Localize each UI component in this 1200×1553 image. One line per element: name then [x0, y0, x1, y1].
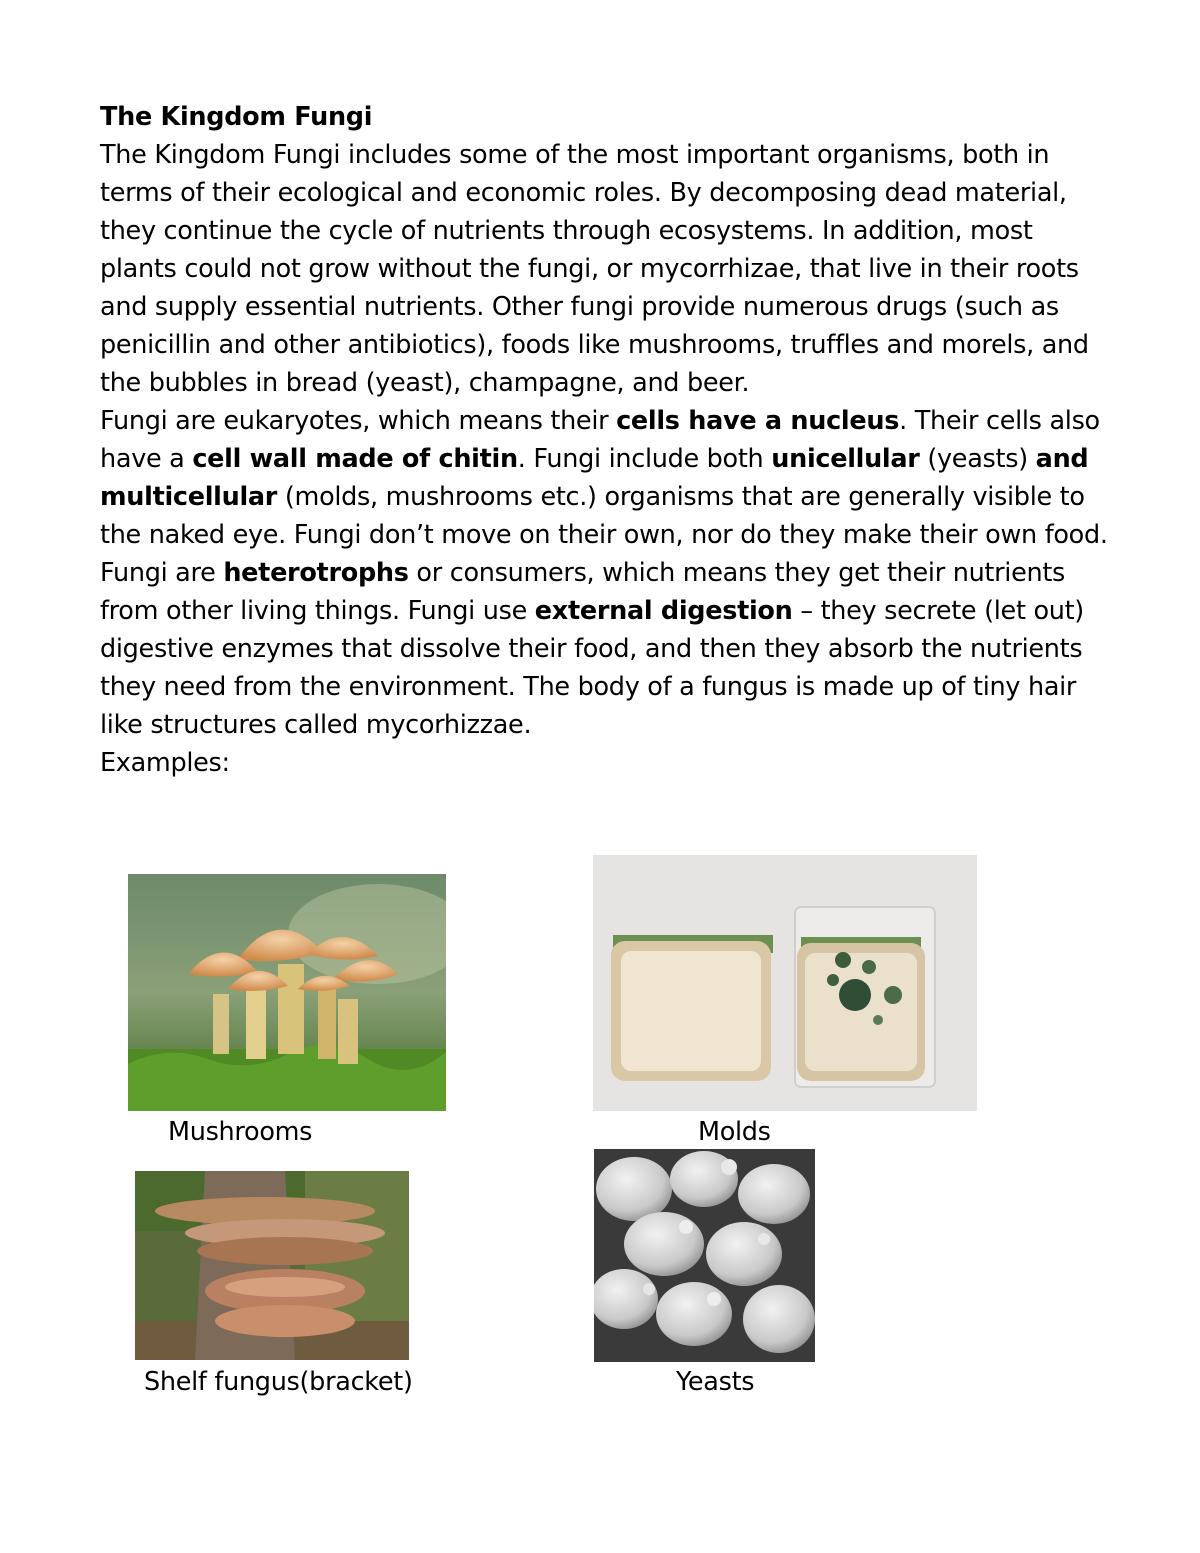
- molds-caption: Molds: [698, 1117, 771, 1147]
- yeasts-image: [594, 1149, 815, 1362]
- page-title: The Kingdom Fungi: [100, 102, 373, 132]
- mushrooms-image: [128, 874, 446, 1111]
- bold-term-multicellular: and multicellular: [100, 444, 1089, 512]
- intro-paragraph: The Kingdom Fungi includes some of the most important organisms, both in terms of their ecological and economic roles. By decomposing dead material, they continue the cycle of nutrients through ecosystems. In addition, most plants could not grow without the fungi, or mycorrhizae, that live in their roots and supply essential nutrients. Other fungi provide numerous drugs (such as penicillin and other antibiotics), foods like mushrooms, truffles and morels, and the bubbles in bread (yeast), champagne, and beer.: [100, 140, 1089, 398]
- molds-image: [593, 855, 977, 1111]
- examples-label: Examples:: [100, 748, 230, 778]
- bold-term-chitin: cell wall made of chitin: [192, 444, 518, 474]
- shelf-fungus-image: [135, 1171, 409, 1360]
- document-body: [100, 98, 1110, 782]
- bold-term-heterotrophs: heterotrophs: [223, 558, 409, 588]
- shelf-fungus-caption: Shelf fungus(bracket): [144, 1367, 413, 1397]
- characteristics-paragraph: Fungi are eukaryotes, which means their cells have a nucleus. Their cells also have a cell wall made of chitin. Fungi include both unicellular (yeasts) and multicellular (molds, mushrooms etc.) organisms that are generally visible to the naked eye. Fungi don’t move on their own, nor do they make their own food. Fungi are heterotrophs or consumers, which means they get their nutrients from other living things. Fungi use external digestion – they secrete (let out) digestive enzymes that dissolve their food, and then they absorb the nutrients they need from the environment. The body of a fungus is made up of tiny hair like structures called mycorhizzae.: [100, 406, 1108, 740]
- bold-term-unicellular: unicellular: [771, 444, 920, 474]
- bold-term-nucleus: cells have a nucleus: [616, 406, 900, 436]
- yeasts-caption: Yeasts: [676, 1367, 755, 1397]
- mushrooms-caption: Mushrooms: [168, 1117, 313, 1147]
- bold-term-external-digestion: external digestion: [534, 596, 793, 626]
